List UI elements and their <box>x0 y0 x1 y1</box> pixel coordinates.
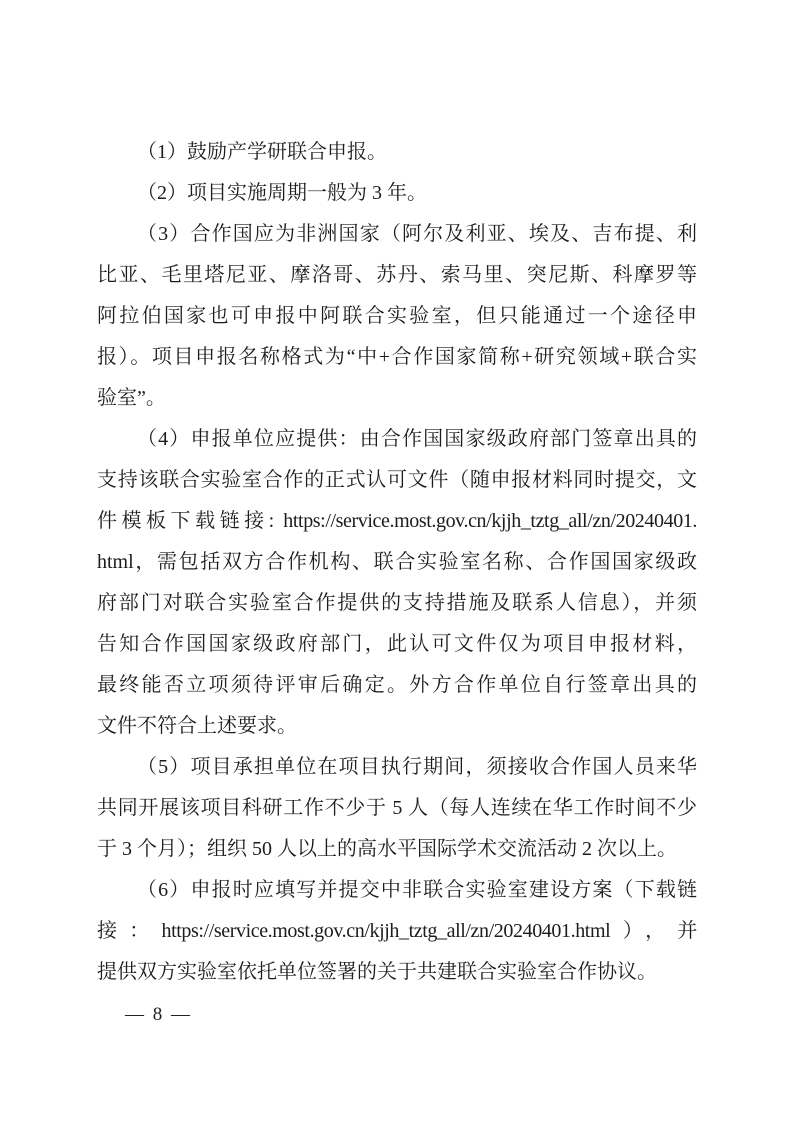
paragraph-2 <box>97 173 697 214</box>
paragraph-5 <box>97 747 697 870</box>
text-line: 最终能否立项须待评审后确定。外方合作单位自行签章出具的 <box>97 674 697 696</box>
page-footer <box>125 1004 190 1026</box>
text-line: 阿拉伯国家也可申报中阿联合实验室，但只能通过一个途径申 <box>97 305 697 327</box>
text-line: 共同开展该项目科研工作不少于 5 人（每人连续在华工作时间不少 <box>97 797 697 819</box>
text-line: （2）项目实施周期一般为 3 年。 <box>137 182 427 204</box>
text-line: html，需包括双方合作机构、联合实验室名称、合作国国家级政 <box>97 551 697 573</box>
text-line: （5）项目承担单位在项目执行期间，须接收合作国人员来华 <box>137 756 697 778</box>
paragraph-1 <box>97 132 697 173</box>
text-line: 提供双方实验室依托单位签署的关于共建联合实验室合作协议。 <box>97 961 657 983</box>
paragraph-6 <box>97 870 697 993</box>
text-line: 文件不符合上述要求。 <box>97 715 297 737</box>
text-line: （6）申报时应填写并提交中非联合实验室建设方案（下载链 <box>137 879 697 901</box>
text-line: （3）合作国应为非洲国家（阿尔及利亚、埃及、吉布提、利 <box>137 223 697 245</box>
paragraph-3 <box>97 214 697 419</box>
text-line: 验室”。 <box>97 387 166 409</box>
page-number: — 8 — <box>125 1004 190 1025</box>
text-line: 于 3 个月）；组织 50 人以上的高水平国际学术交流活动 2 次以上。 <box>97 838 677 860</box>
paragraph-4 <box>97 419 697 747</box>
text-line-url: 件模板下载链接: https://service.most.gov.cn/kjjh_tztg_all/zn/20240401. <box>97 510 697 532</box>
text-line: 支持该联合实验室合作的正式认可文件（随申报材料同时提交，文 <box>97 469 697 491</box>
text-line: 报）。项目申报名称格式为“中+合作国家简称+研究领域+联合实 <box>97 346 697 368</box>
text-line-url: 接：https://service.most.gov.cn/kjjh_tztg_all/zn/20240401.html），并 <box>97 920 697 942</box>
text-line: 府部门对联合实验室合作提供的支持措施及联系人信息），并须 <box>97 592 697 614</box>
text-line: （1）鼓励产学研联合申报。 <box>137 141 387 163</box>
text-line: （4）申报单位应提供：由合作国国家级政府部门签章出具的 <box>137 428 697 450</box>
text-line: 比亚、毛里塔尼亚、摩洛哥、苏丹、索马里、突尼斯、科摩罗等 <box>97 264 697 286</box>
text-line: 告知合作国国家级政府部门，此认可文件仅为项目申报材料， <box>97 633 697 655</box>
document-body <box>97 132 697 993</box>
